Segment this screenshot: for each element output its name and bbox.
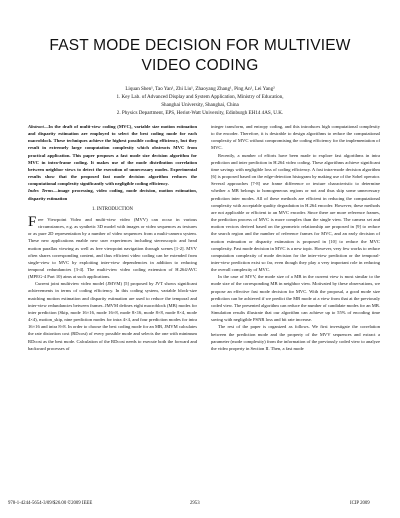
affiliation-1-line-2: Shanghai University, Shanghai, China [161, 102, 239, 108]
right-column [211, 123, 380, 352]
section-heading-introduction: 1. INTRODUCTION [91, 206, 134, 212]
affiliation-2: 2. Physics Department, EPS, Heriot-Watt University, Edinburgh EH14 4AS, U.K. [116, 110, 284, 116]
index-terms-label: Index Terms— [28, 188, 58, 194]
paper-title-line-2: VIDEO CODING [141, 57, 259, 74]
author-list: Liquan Shen¹, Tao Yan¹, Zhi Liu¹, Zhaoyang Zhang¹, Ping An¹, Lei Yang² [125, 86, 275, 92]
footer-conference: ICIP 2009 [350, 501, 370, 506]
paper-title-line-1: FAST MODE DECISION FOR MULTIVIEW [49, 37, 351, 54]
abstract-label: Abstract— [28, 124, 49, 129]
right-paragraph-3: In the case of MVV, the mode size of a MB in the current view is most similar to the mode size of the corresponding MB in neighbor view. Motivated by these observations, we propose an effective fast mode decision for MVC. With the proposal, a good mode size prediction can be achieved if we predict the MB mode at a view from that at the previously coded view. The presented algorithm can reduce the number of candidate modes for an MB. Simulation results illustrate that our algorithm can achieve up to 55% of encoding time saving with negligible PSNR loss and bit rate increase. [211, 274, 381, 323]
right-paragraph-1: integer transform, and entropy coding, and this introduces high computational complexity to the encoder. Therefore, it is desirable to design algorithms to reduce the computational complexity of MVC without compromising the coding efficiency for the implementation of MVC. [211, 124, 380, 151]
affiliation-1-line-1: 1. Key Lab. of Advanced Display and System Application, Ministry of Education, [116, 94, 284, 100]
footer-isbn: 978-1-4244-5654-3/09/$26.00 ©2009 IEEE [8, 501, 93, 506]
abstract-text: In the draft of multi-view coding (MVC), variable size motion estimation and disparity estimation are employed to select the best coding mode for each macroblock. These techniques achieve the highest possible coding efficiency, but they result in extremely large computation complexity which obstructs MVC from practical application. This paper proposes a fast mode size decision algorithm for MVC in intra-frame coding. It makes use of the mode distribution correlation between neighbor views to detect the execution of unnecessary modes. Experimental results show that the proposed fast mode decision algorithm reduces the computational complexity significantly with negligible coding efficiency. [28, 124, 197, 187]
right-paragraph-4: The rest of the paper is organized as follows. We first investigate the correlation between the prediction mode and the property of the MVV sequences and extract a parameter (mode complexity) from the information of the previously coded view to analyze the video property in Section II. Then, a fast mode [211, 324, 380, 351]
right-paragraph-2: Recently, a number of efforts have been made to explore fast algorithms in intra prediction and inter prediction in H.264 video coding. These algorithms achieve significant time savings with negligible loss of coding efficiency. A fast intra-mode decision algorithm [6] is proposed based on the edge-detection histogram by making use of the Sobel operator. Several approaches [7-8] use frame difference or texture characteristic to determine whether a MB belongs to homogeneous regions or not and thus skip some unnecessary prediction inter modes. All of these methods are efficient in reducing the computational complexity with acceptable quality degradation in H.264 encoder. However, these methods are not applicable or efficient to an MVC encoder. Since there are more reference frames, the prediction process of MVC is more complex than the single view. The camera set and motion vectors derived based on the geometric relationship are proposed in [9] to reduce the search region and the number of reference frames for MVC, and an early decision of motion estimation or disparity estimation is proposed in [10] to reduce the MVC complexity. Fast mode decision in MVC is a new topic. However, very few works to reduce computation complexity of mode decision for the inter-view prediction or the temporal-inter-view prediction exist so far, even though they play a very important role in reducing the overall complexity of MVC. [211, 152, 380, 273]
intro-paragraph-1 [28, 216, 197, 280]
intro-paragraph-1-text: ree Viewpoint Video and multi-view video (MVV) can occur in various circumstances, e.g. as synthetic 3D model with images or video sequences as textures or as pure 2D representation by a number of video sequences from a multi-camera system. These new applications enable new user experiences including stereoscopic and head motion parallax viewing as well as free viewpoint navigation through scenes [1-2]. MVV often shares corresponding content, and thus efficient video coding can be extended from single-view to MVC by exploiting inter-view dependencies in addition to reducing temporal redundancies [3-4]. The multi-view video coding extension of H.264/AVC (MPEG-4 Part 10) aims at such applications. [28, 216, 197, 280]
abstract [28, 123, 197, 187]
left-column [28, 123, 197, 352]
drop-cap: F [28, 214, 37, 231]
footer-page-number: 2953 [190, 501, 200, 506]
intro-paragraph-2: Current joint multiview video model (JMVM) [5] proposed by JVT shows significant achievements in terms of coding efficiency. In this coding system, variable block-size matching motion estimation and disparity estimation are used to reduce the temporal and inter-view redundancies between frames. JMVM defines eight macroblock (MB) modes for inter prediction (Skip, mode 16×16, mode 16×8, mode 8×16, mode 8×8, mode 8×4, mode 4×4), motion_skip, nine prediction modes for intra 4×4, and four prediction modes for intra 16×16 and intra 8×8. In order to choose the best coding mode for an MB, JMVM calculates the rate distortion cost (RDcost) of every possible mode and selects the one with minimum RDcost as the best mode. Calculation of the RDcost needs to execute both the forward and backward processes of [28, 281, 197, 351]
index-terms-text: image processing, video coding, mode decision, motion estimation, disparity estimation [28, 188, 197, 201]
index-terms [28, 187, 197, 201]
